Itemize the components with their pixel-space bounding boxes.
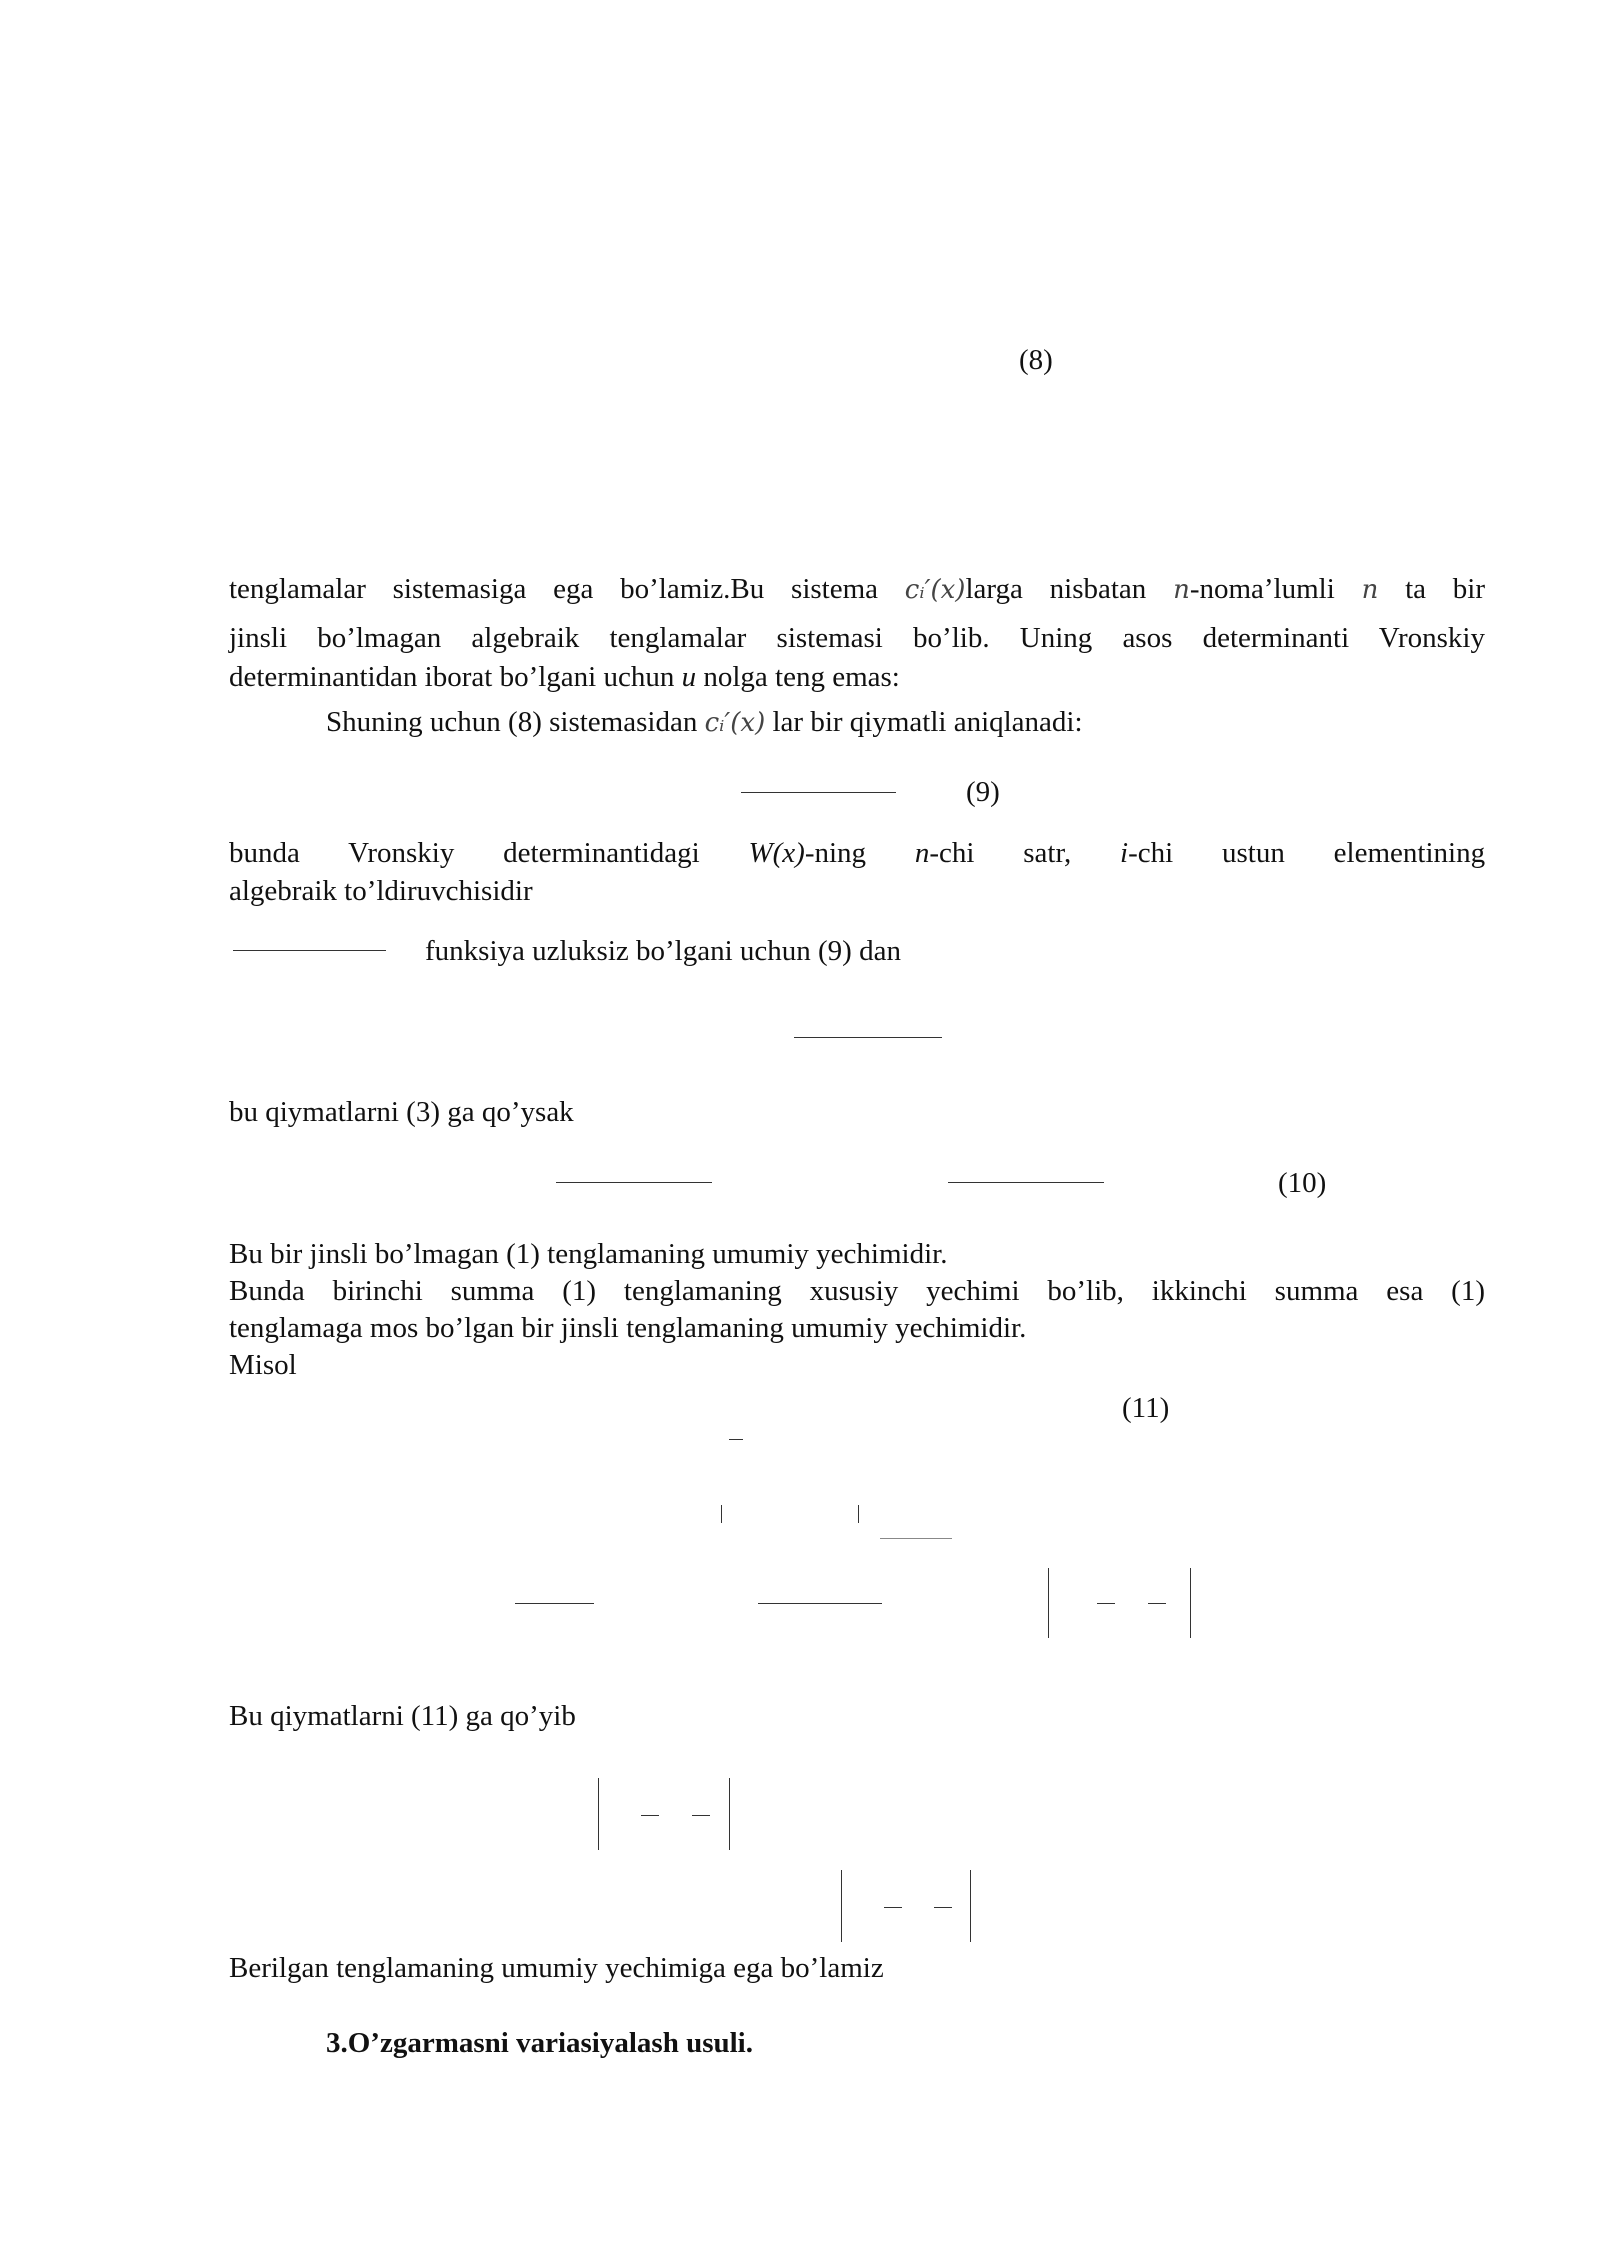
text-segment: larga nisbatan bbox=[965, 573, 1174, 605]
formula-n: n bbox=[1361, 575, 1379, 605]
text-segment: lar bir qiymatli aniqlanadi: bbox=[765, 706, 1083, 738]
fraction-bar bbox=[233, 950, 386, 951]
variable-n: n bbox=[914, 837, 930, 869]
equation-number-11: (11) bbox=[1122, 1392, 1170, 1424]
absolute-value-bar bbox=[721, 1505, 722, 1523]
paragraph-line bbox=[229, 659, 900, 695]
text-segment: nolga teng emas: bbox=[696, 661, 900, 693]
formula-n: n bbox=[1173, 575, 1190, 605]
section-heading: 3.O’zgarmasni variasiyalash usuli. bbox=[326, 2027, 753, 2059]
paragraph-line bbox=[229, 571, 1485, 609]
fraction-bar bbox=[1097, 1603, 1115, 1604]
equation-number-10: (10) bbox=[1278, 1167, 1327, 1199]
paragraph-line: bu qiymatlarni (3) ga qo’ysak bbox=[229, 1096, 574, 1128]
formula-ci-prime: cᵢ′(x) bbox=[704, 708, 766, 738]
text-segment: satr, bbox=[1023, 837, 1072, 869]
paragraph-line: Berilgan tenglamaning umumiy yechimiga ega bo’lamiz bbox=[229, 1952, 884, 1984]
text-segment: -chi bbox=[1128, 837, 1174, 869]
text-segment: -noma’lumli bbox=[1189, 573, 1362, 605]
paragraph-line: jinsli bo’lmagan algebraik tenglamalar sistemasi bo’lib. Uning asos determinanti Vronskiy bbox=[229, 622, 1485, 654]
text-segment: tenglamalar sistemasiga ega bo’lamiz.Bu sistema bbox=[229, 573, 905, 605]
fraction-bar bbox=[1148, 1603, 1166, 1604]
paragraph-line: Misol bbox=[229, 1349, 297, 1381]
text-segment: ta bir bbox=[1378, 573, 1485, 605]
absolute-value-bar bbox=[598, 1778, 599, 1850]
text-segment: bunda bbox=[229, 837, 300, 869]
variable-u: u bbox=[681, 661, 697, 693]
paragraph-line bbox=[229, 835, 1485, 872]
fraction-bar bbox=[948, 1182, 1104, 1183]
text-segment: ustun bbox=[1222, 837, 1285, 869]
formula-ci-prime: cᵢ′(x) bbox=[904, 575, 966, 605]
paragraph-line bbox=[326, 704, 1083, 741]
formula-wx: W(x) bbox=[748, 837, 805, 869]
fraction-bar bbox=[934, 1907, 952, 1908]
paragraph-line: Bu qiymatlarni (11) ga qo’yib bbox=[229, 1700, 576, 1732]
equation-number-9: (9) bbox=[966, 776, 1000, 808]
text-segment bbox=[915, 837, 975, 869]
absolute-value-bar bbox=[1048, 1568, 1049, 1638]
absolute-value-bar bbox=[1190, 1568, 1191, 1638]
paragraph-line: Bunda birinchi summa (1) tenglamaning xususiy yechimi bo’lib, ikkinchi summa esa (1) bbox=[229, 1275, 1485, 1307]
absolute-value-bar bbox=[729, 1778, 730, 1850]
paragraph-line: algebraik to’ldiruvchisidir bbox=[229, 875, 533, 907]
text-segment: determinantidan iborat bo’lgani uchun bbox=[229, 661, 682, 693]
fraction-bar bbox=[741, 792, 896, 793]
fraction-bar bbox=[729, 1439, 743, 1440]
fraction-bar bbox=[556, 1182, 712, 1183]
variable-i: i bbox=[1120, 837, 1129, 869]
text-segment: Vronskiy bbox=[348, 837, 455, 869]
text-segment: elementining bbox=[1333, 837, 1486, 869]
paragraph-line: tenglamaga mos bo’lgan bir jinsli tenglamaning umumiy yechimidir. bbox=[229, 1312, 1027, 1344]
text-segment: -ning bbox=[804, 837, 867, 869]
text-segment: determinantidagi bbox=[503, 837, 700, 869]
paragraph-line: funksiya uzluksiz bo’lgani uchun (9) dan bbox=[425, 935, 901, 967]
paragraph-line: Bu bir jinsli bo’lmagan (1) tenglamaning umumiy yechimidir. bbox=[229, 1238, 948, 1270]
fraction-bar bbox=[641, 1815, 659, 1816]
text-segment: Shuning uchun (8) sistemasidan bbox=[326, 706, 705, 738]
fraction-bar bbox=[794, 1037, 942, 1038]
absolute-value-bar bbox=[970, 1870, 971, 1942]
fraction-bar bbox=[758, 1603, 882, 1604]
absolute-value-bar bbox=[858, 1505, 859, 1523]
fraction-bar bbox=[880, 1538, 952, 1539]
equation-number-8: (8) bbox=[1019, 344, 1053, 376]
absolute-value-bar bbox=[841, 1870, 842, 1942]
text-segment bbox=[748, 837, 866, 869]
fraction-bar bbox=[515, 1603, 594, 1604]
fraction-bar bbox=[884, 1907, 902, 1908]
text-segment bbox=[1120, 837, 1173, 869]
text-segment: -chi bbox=[929, 837, 975, 869]
fraction-bar bbox=[692, 1815, 710, 1816]
